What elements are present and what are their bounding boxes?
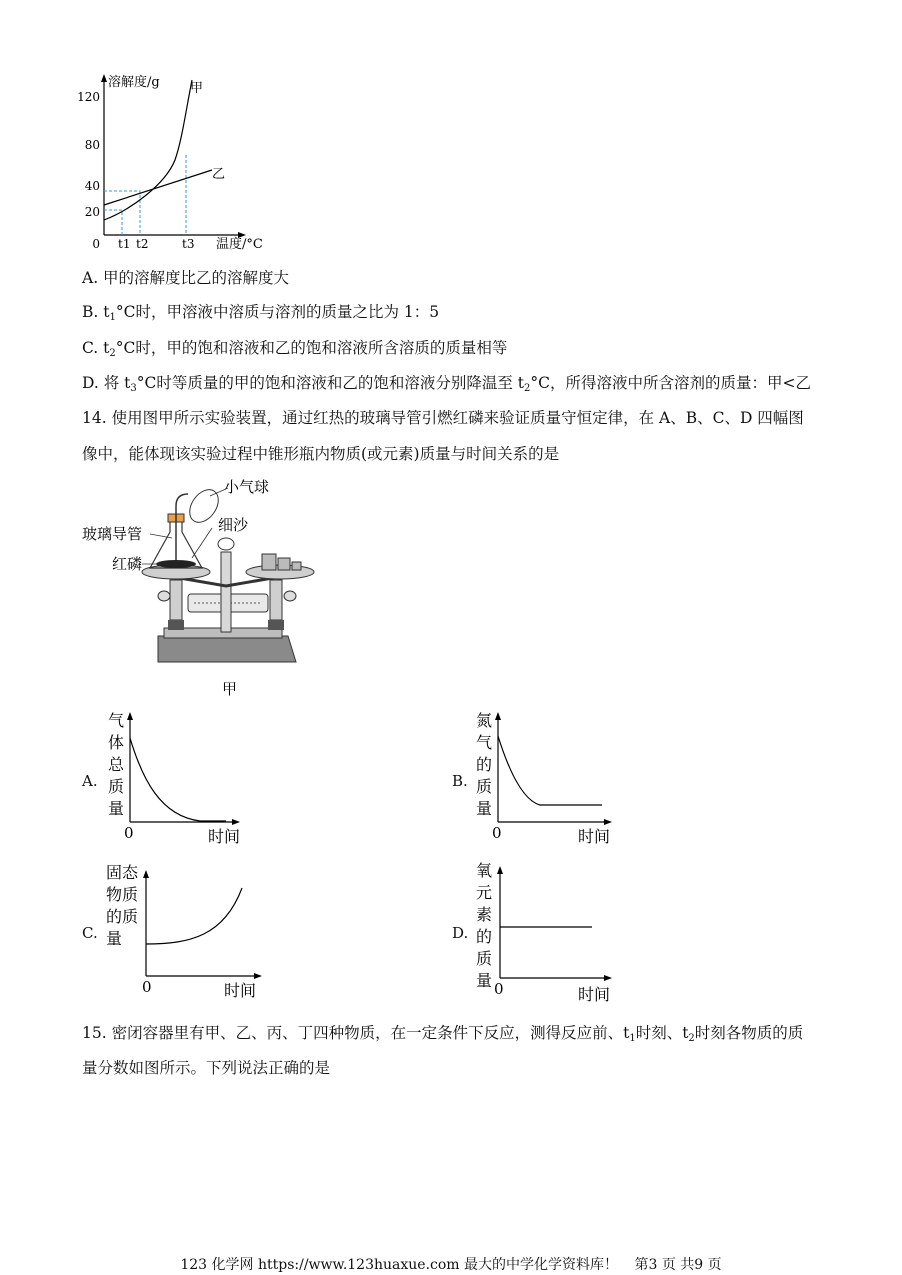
graph-a-origin: 0 bbox=[124, 824, 134, 842]
origin-label: 0 bbox=[92, 237, 100, 251]
graph-b-curve bbox=[498, 736, 602, 805]
page-footer bbox=[0, 1254, 902, 1274]
guide-t1 bbox=[104, 210, 122, 235]
weight-large bbox=[262, 554, 276, 570]
graph-d bbox=[470, 860, 630, 1008]
graph-c-ylabel-2: 物质 bbox=[106, 885, 139, 904]
graph-c-xlabel: 时间 bbox=[224, 981, 257, 1000]
pointer-top bbox=[218, 538, 234, 550]
graph-c-origin: 0 bbox=[142, 978, 152, 996]
curve-yi bbox=[104, 170, 212, 205]
y-axis-label: 溶解度/g bbox=[108, 75, 160, 90]
q15-line1-sub1: 1 bbox=[629, 1033, 636, 1044]
y-tick-80: 80 bbox=[84, 138, 100, 152]
option-b bbox=[82, 302, 439, 328]
graph-c-curve bbox=[146, 888, 242, 944]
option-d bbox=[82, 373, 811, 399]
graph-d-ylabel-5: 质 bbox=[476, 949, 493, 968]
series-label-jia: 甲 bbox=[190, 81, 204, 96]
graph-c-y-arrow bbox=[143, 870, 149, 878]
left-knob bbox=[158, 591, 170, 601]
graph-b-ylabel-1: 氮 bbox=[476, 711, 493, 730]
balance-base bbox=[158, 636, 296, 662]
footer-site[interactable]: 123 化学网 https://www.123huaxue.com 最大的中学化学资料库！ bbox=[180, 1257, 619, 1273]
graph-a bbox=[100, 708, 260, 848]
graph-b-y-arrow bbox=[495, 712, 501, 720]
label-phosphorus: 红磷 bbox=[112, 555, 143, 573]
label-balloon: 小气球 bbox=[224, 478, 270, 496]
option-d-post: °C，所得溶液中所含溶剂的质量：甲<乙 bbox=[530, 374, 812, 392]
graph-d-letter: D. bbox=[452, 924, 469, 942]
graph-d-ylabel-6: 量 bbox=[476, 971, 493, 990]
option-d-sub2: 2 bbox=[524, 383, 531, 394]
graph-c-x-arrow bbox=[254, 973, 262, 979]
graph-a-letter: A. bbox=[82, 772, 98, 790]
graph-a-ylabel-3: 总 bbox=[108, 755, 125, 774]
option-b-post: °C时，甲溶液中溶质与溶剂的质量之比为 1：5 bbox=[115, 303, 440, 321]
graph-b-letter: B. bbox=[452, 772, 468, 790]
q15-line1-post: 时刻各物质的质 bbox=[694, 1024, 804, 1042]
graph-a-xlabel: 时间 bbox=[208, 827, 241, 846]
graph-b-origin: 0 bbox=[492, 824, 502, 842]
graph-d-ylabel-4: 的 bbox=[476, 927, 493, 946]
graph-a-ylabel-4: 质 bbox=[108, 777, 125, 796]
graph-d-ylabel-1: 氧 bbox=[476, 861, 493, 880]
weight-small bbox=[292, 562, 301, 570]
apparatus-figure bbox=[80, 476, 320, 702]
graph-b-ylabel-2: 气 bbox=[476, 733, 493, 752]
graph-d-origin: 0 bbox=[494, 980, 504, 998]
q15-line1-mid: 时刻、t bbox=[635, 1024, 689, 1042]
y-tick-40: 40 bbox=[84, 179, 100, 193]
graph-b-xlabel: 时间 bbox=[578, 827, 611, 846]
graph-d-y-arrow bbox=[497, 866, 503, 874]
label-tube: 玻璃导管 bbox=[82, 525, 143, 543]
graph-c bbox=[100, 860, 275, 1005]
option-d-mid: °C时等质量的甲的饱和溶液和乙的饱和溶液分别降温至 t bbox=[136, 374, 525, 392]
y-tick-20: 20 bbox=[84, 205, 100, 219]
graph-a-ylabel-5: 量 bbox=[108, 799, 125, 818]
option-c-pre: C. t bbox=[82, 339, 110, 357]
graph-b-ylabel-4: 质 bbox=[476, 777, 493, 796]
graph-a-curve bbox=[130, 738, 226, 821]
pointer-sand bbox=[192, 528, 212, 558]
graph-a-ylabel-2: 体 bbox=[108, 733, 125, 752]
q15-line1-pre: 15. 密闭容器里有甲、乙、丙、丁四种物质，在一定条件下反应，测得反应前、t bbox=[82, 1024, 630, 1042]
q15-line1 bbox=[82, 1023, 803, 1049]
x-tick-t1: t1 bbox=[118, 237, 131, 251]
graph-d-x-arrow bbox=[604, 975, 612, 981]
tube-bend bbox=[176, 494, 188, 506]
option-c-sub: 2 bbox=[109, 348, 116, 359]
graph-c-letter: C. bbox=[82, 924, 98, 942]
q14-line2: 像中，能体现该实验过程中锥形瓶内物质(或元素)质量与时间关系的是 bbox=[82, 445, 560, 463]
left-foot bbox=[168, 620, 184, 630]
graph-b-ylabel-5: 量 bbox=[476, 799, 493, 818]
q14-line1: 14. 使用图甲所示实验装置，通过红热的玻璃导管引燃红磷来验证质量守恒定律，在 A、B、C、D 四幅图 bbox=[82, 409, 804, 427]
option-a: A. 甲的溶解度比乙的溶解度大 bbox=[82, 269, 290, 287]
option-d-pre: D. 将 t bbox=[82, 374, 131, 392]
graph-a-ylabel-1: 气 bbox=[108, 711, 125, 730]
option-b-sub: 1 bbox=[109, 312, 116, 323]
option-b-pre: B. t bbox=[82, 303, 110, 321]
x-tick-t2: t2 bbox=[136, 237, 149, 251]
graph-d-ylabel-3: 素 bbox=[476, 905, 493, 924]
x-tick-t3: t3 bbox=[182, 237, 195, 251]
solubility-chart bbox=[70, 70, 280, 255]
graph-c-ylabel-4: 量 bbox=[106, 929, 123, 948]
right-foot bbox=[268, 620, 284, 630]
option-d-sub1: 3 bbox=[130, 383, 137, 394]
graph-d-xlabel: 时间 bbox=[578, 985, 611, 1004]
option-c-post: °C时，甲的饱和溶液和乙的饱和溶液所含溶质的质量相等 bbox=[115, 339, 508, 357]
q15-line2: 量分数如图所示。下列说法正确的是 bbox=[82, 1059, 331, 1077]
balance-post bbox=[221, 552, 231, 632]
graph-b-ylabel-3: 的 bbox=[476, 755, 493, 774]
q15-line1-sub2: 2 bbox=[688, 1033, 695, 1044]
graph-a-x-arrow bbox=[232, 819, 240, 825]
red-phosphorus bbox=[156, 560, 196, 568]
x-axis-label: 温度/°C bbox=[216, 237, 263, 252]
left-support bbox=[170, 580, 182, 620]
curve-jia bbox=[104, 80, 192, 220]
apparatus-caption: 甲 bbox=[222, 680, 238, 698]
graph-c-ylabel-1: 固态 bbox=[106, 863, 139, 882]
graph-b-x-arrow bbox=[604, 819, 612, 825]
graph-b bbox=[470, 708, 630, 848]
graph-c-ylabel-3: 的质 bbox=[106, 907, 139, 926]
right-support bbox=[270, 580, 282, 620]
weight-medium bbox=[278, 558, 290, 570]
graph-a-y-arrow bbox=[127, 712, 133, 720]
y-axis-arrow bbox=[101, 74, 107, 82]
graph-d-ylabel-2: 元 bbox=[476, 883, 493, 902]
series-label-yi: 乙 bbox=[212, 167, 226, 182]
footer-page-number: 第3 页 共9 页 bbox=[634, 1257, 722, 1273]
right-knob bbox=[284, 591, 296, 601]
option-c bbox=[82, 338, 507, 364]
y-tick-120: 120 bbox=[77, 90, 100, 104]
label-sand: 细沙 bbox=[218, 516, 249, 534]
